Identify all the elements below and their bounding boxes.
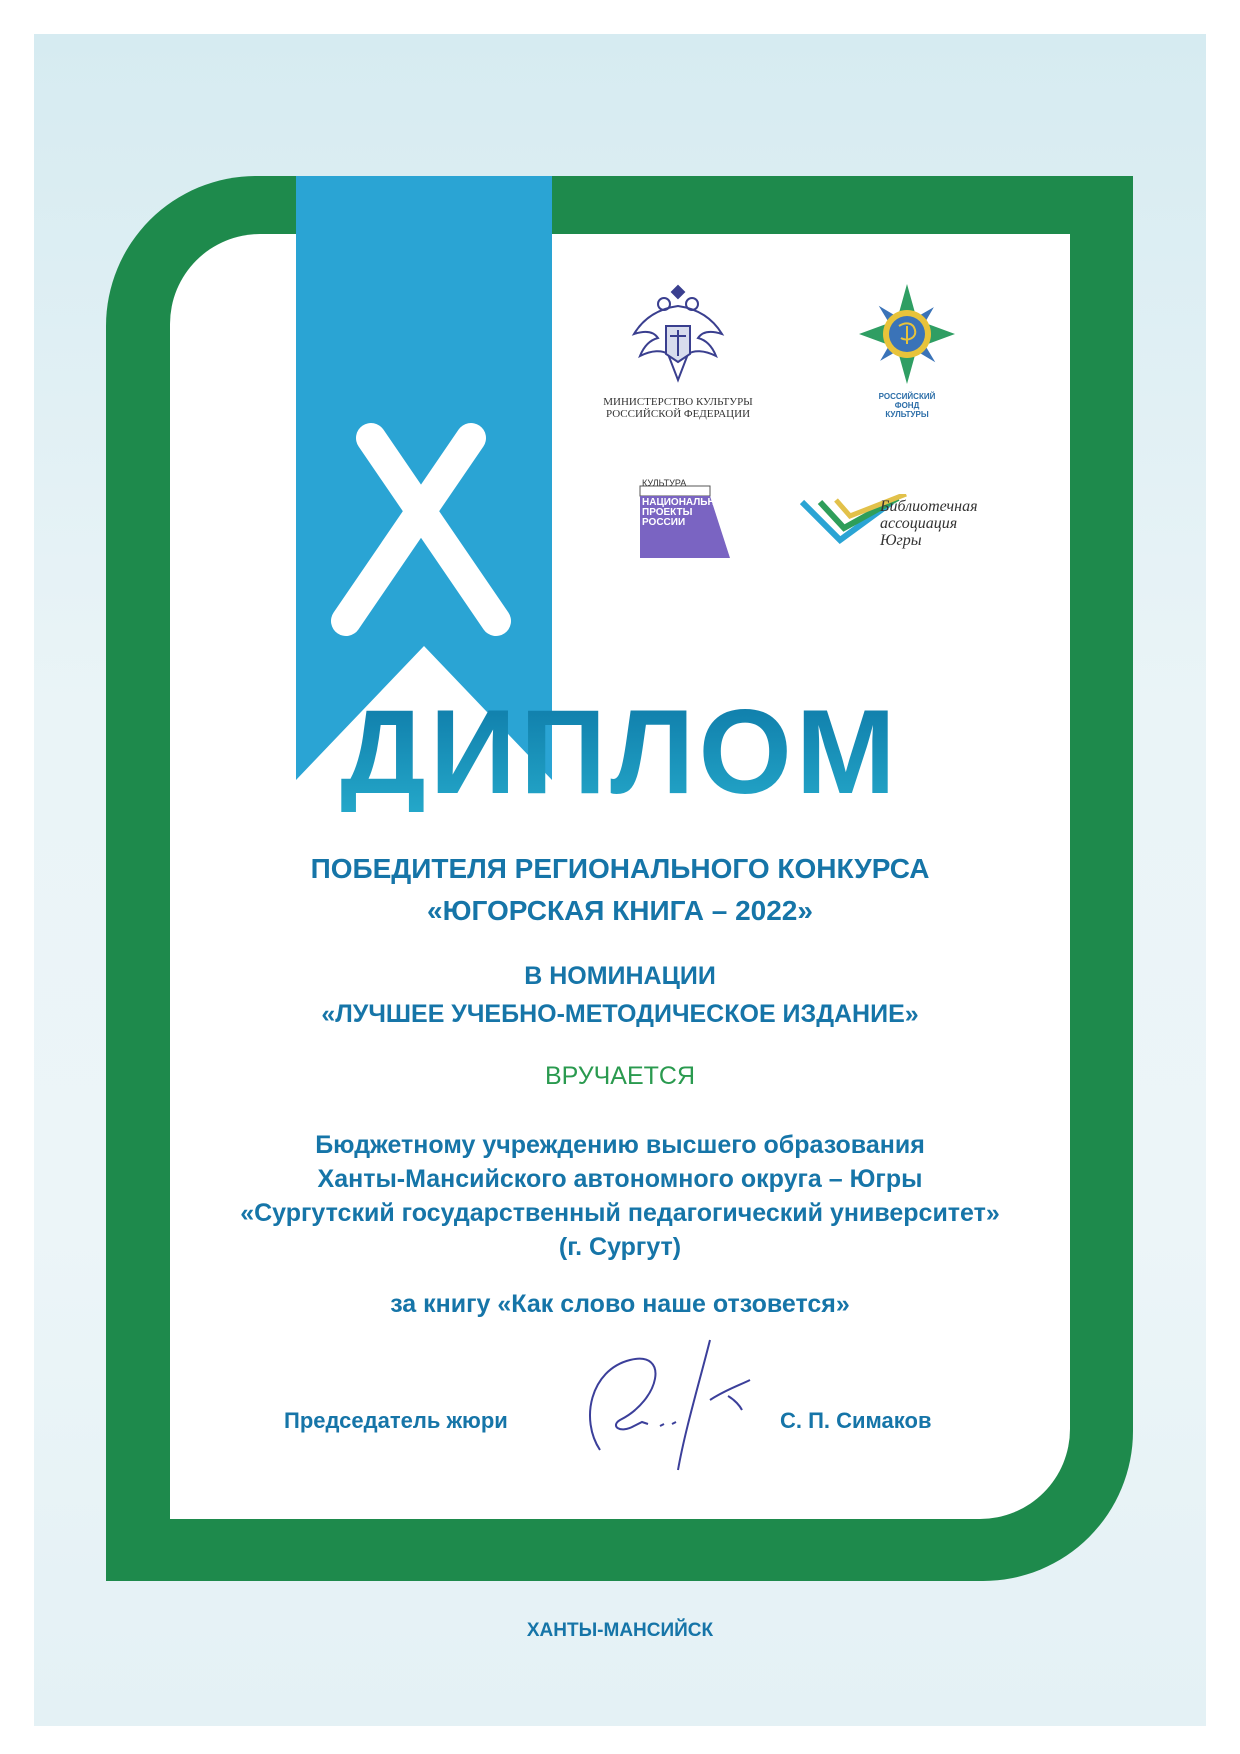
subtitle-line-1: ПОБЕДИТЕЛЯ РЕГИОНАЛЬНОГО КОНКУРСА — [310, 853, 930, 884]
jury-role: Председатель жюри — [284, 1408, 508, 1433]
star-emblem-icon — [855, 282, 959, 386]
nomination — [170, 957, 1070, 1033]
recipient-line-2: Ханты-Мансийского автономного округа – Югры — [317, 1165, 923, 1193]
double-headed-eagle-icon — [624, 284, 732, 392]
recipient-line-3: «Сургутский государственный педагогический университет» — [240, 1199, 1000, 1227]
contest-subtitle — [170, 848, 1070, 932]
ministry-caption: МИНИСТЕРСТВО КУЛЬТУРЫ РОССИЙСКОЙ ФЕДЕРАЦИИ — [603, 396, 753, 420]
recipient-line-4: (г. Сургут) — [558, 1233, 682, 1261]
book-line: за книгу «Как слово наше отзовется» — [390, 1290, 850, 1318]
fund-caption: РОССИЙСКИЙ ФОНД КУЛЬТУРЫ — [878, 392, 936, 419]
signature — [560, 1330, 780, 1480]
national-projects-text: НАЦИОНАЛЬНЫЕ ПРОЕКТЫ РОССИИ — [642, 497, 732, 528]
diploma-title: ДИПЛОМ — [170, 692, 1070, 812]
jury-chair-name: С. П. Симаков — [780, 1408, 932, 1433]
recipient — [170, 1128, 1070, 1264]
awarded-label: ВРУЧАЕТСЯ — [544, 1062, 696, 1090]
subtitle-line-2: «ЮГОРСКАЯ КНИГА – 2022» — [427, 895, 813, 926]
library-association-caption: Библиотечная ассоциация Югры — [880, 498, 978, 549]
city: ХАНТЫ-МАНСИЙСК — [526, 1620, 714, 1641]
nomination-name: «ЛУЧШЕЕ УЧЕБНО-МЕТОДИЧЕСКОЕ ИЗДАНИЕ» — [321, 1000, 919, 1028]
national-projects-logo — [630, 472, 740, 562]
recipient-line-1: Бюджетному учреждению высшего образования — [315, 1131, 925, 1159]
national-projects-line1: КУЛЬТУРА — [642, 478, 687, 488]
nomination-label: В НОМИНАЦИИ — [524, 962, 716, 990]
